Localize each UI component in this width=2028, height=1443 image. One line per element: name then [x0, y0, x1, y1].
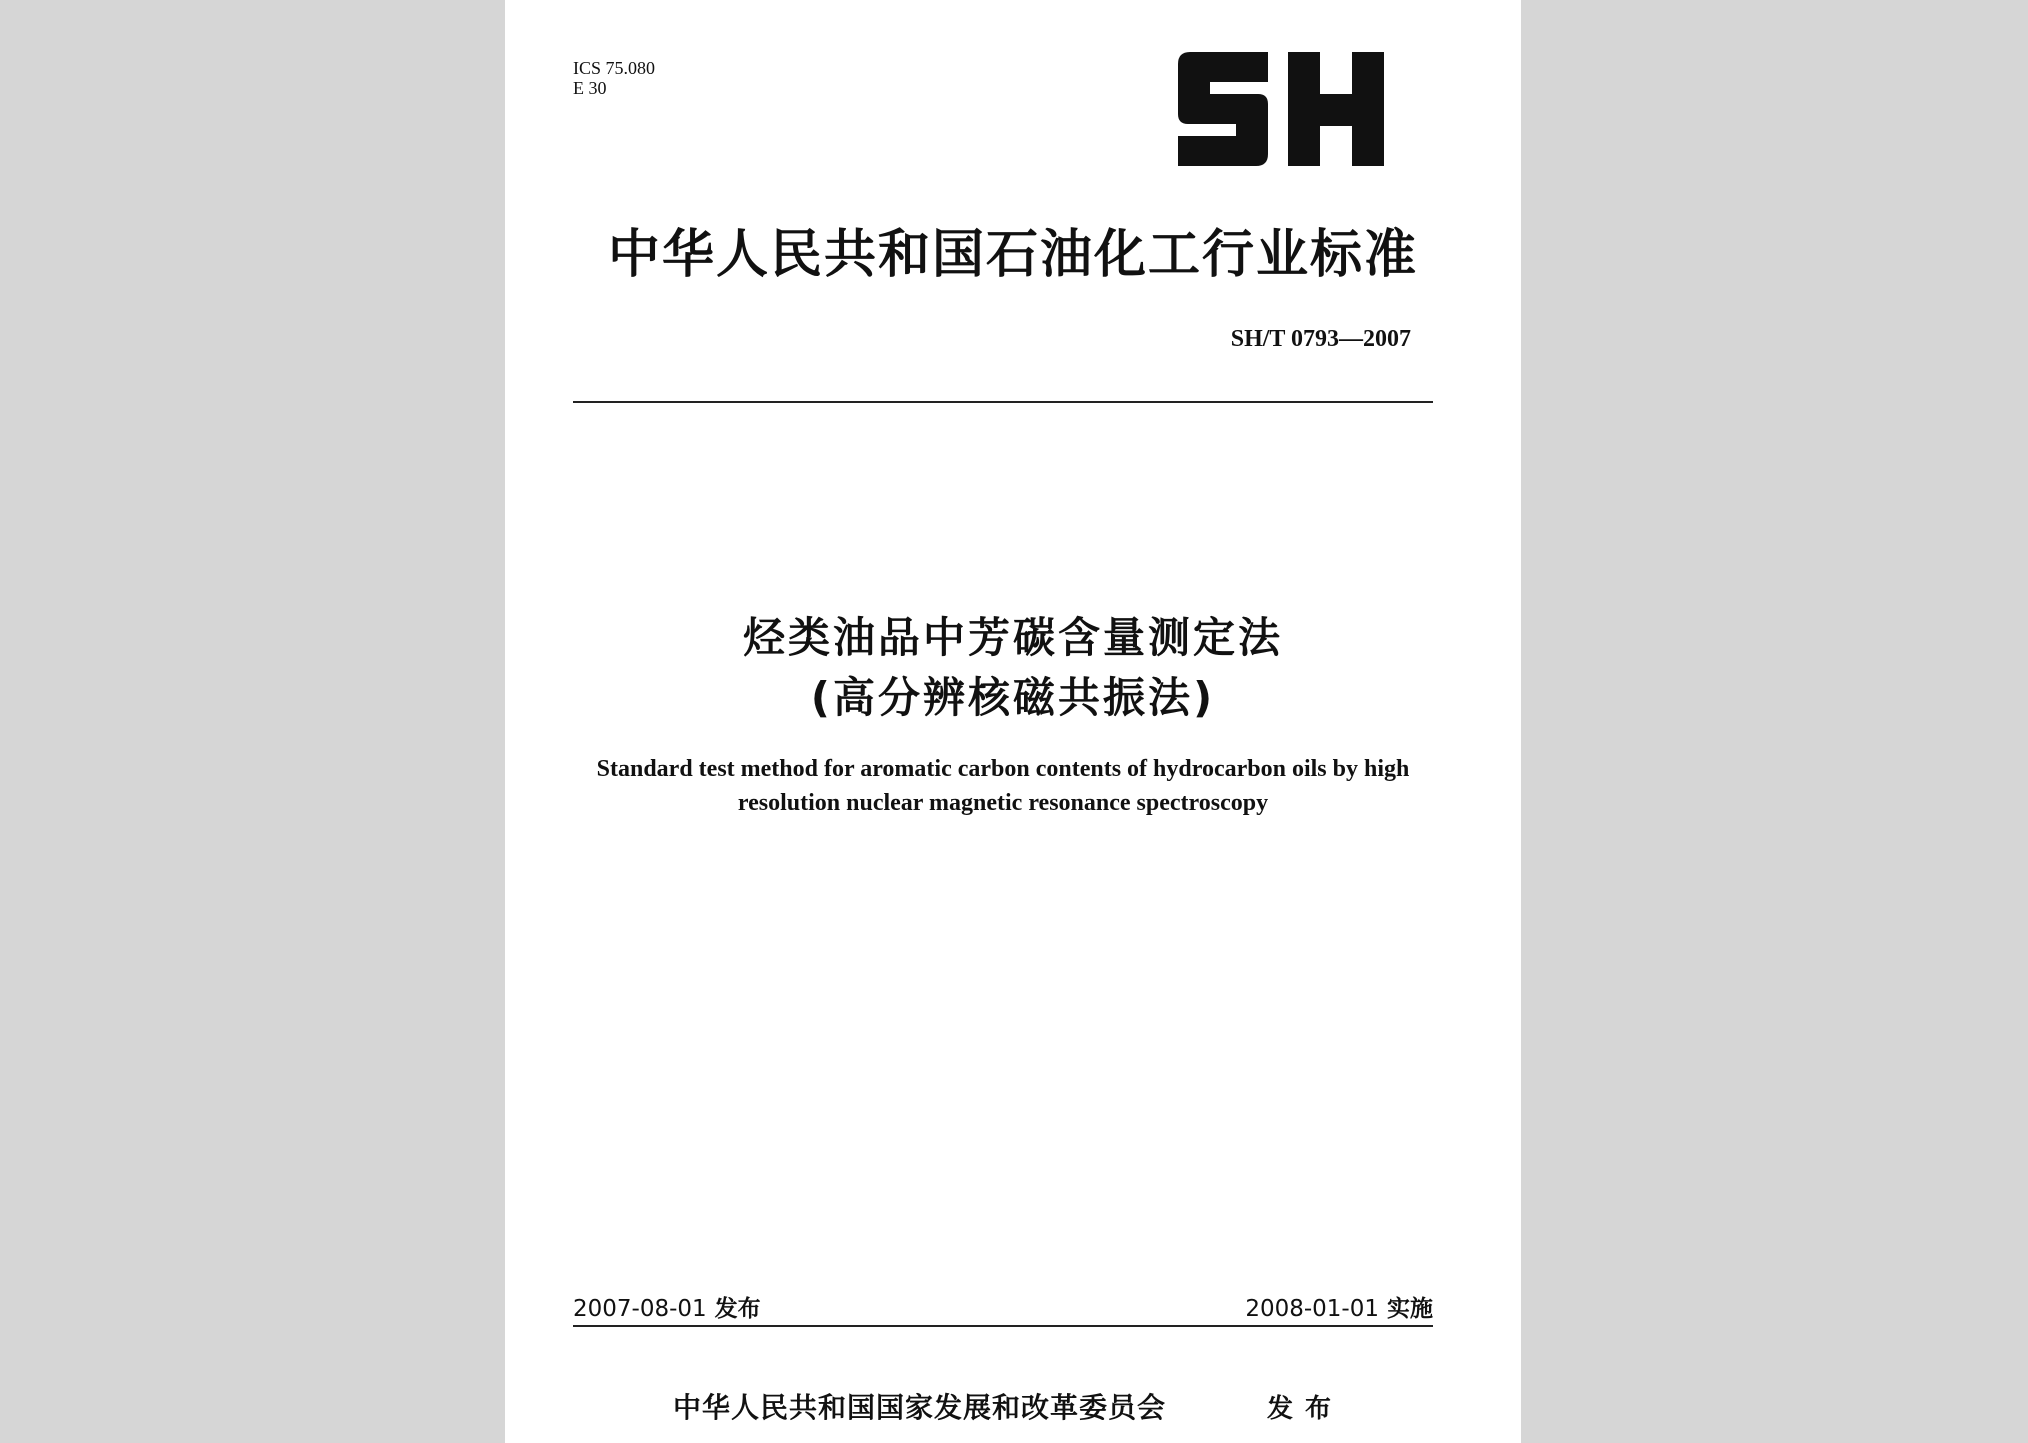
- implement-label: 实施: [1387, 1296, 1433, 1322]
- chinese-title-line-1: 烃类油品中芳碳含量测定法: [742, 613, 1283, 662]
- industry-standard-title: 中华人民共和国石油化工行业标准: [607, 225, 1418, 285]
- publisher-name: 中华人民共和国国家发展和改革委员会: [673, 1391, 1167, 1424]
- ics-code: ICS 75.080: [573, 58, 656, 78]
- standard-number: SH/T 0793—2007: [1230, 326, 1411, 352]
- implement-date-block: [1245, 1290, 1433, 1323]
- implement-date: 2008-01-01: [1245, 1296, 1379, 1322]
- document-page: [505, 0, 1521, 1443]
- top-divider: [573, 401, 1433, 403]
- bottom-divider: [573, 1325, 1433, 1327]
- english-title: Standard test method for aromatic carbon contents of hydrocarbon oils by high resolution nuclear magnetic resonance spectroscopy: [596, 756, 1410, 816]
- chinese-title-line-2: (高分辨核磁共振法): [810, 673, 1216, 722]
- classification-codes: [573, 58, 655, 98]
- publish-label: 发布: [1267, 1394, 1344, 1424]
- issue-date: 2007-08-01: [573, 1296, 707, 1322]
- ccs-code: E 30: [573, 78, 607, 98]
- sh-logo: [1170, 42, 1390, 182]
- issue-label: 发布: [714, 1296, 761, 1322]
- issue-date-block: [573, 1290, 761, 1323]
